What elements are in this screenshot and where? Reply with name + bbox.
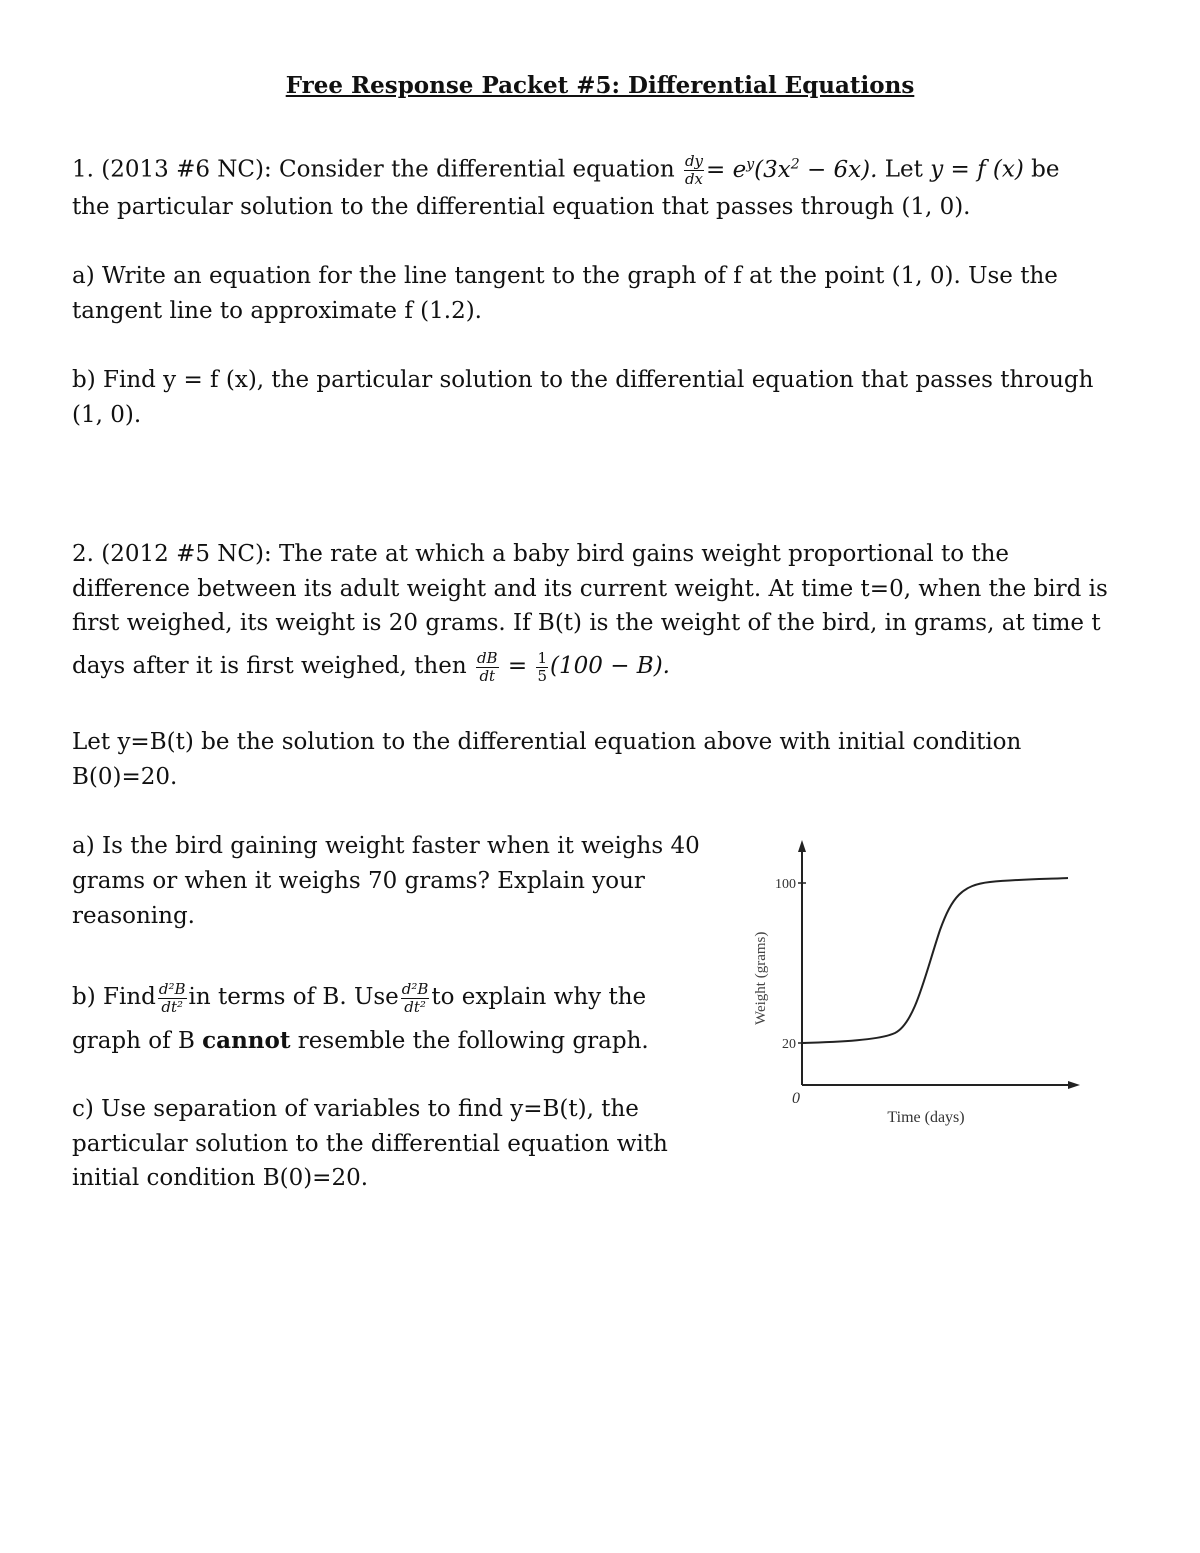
q2-let-line1: Let y=B(t) be the solution to the differential equation above with initial condition [72, 729, 1022, 755]
q1-line1: 1. (2013 #6 NC): Consider the differential equation $\frac{dy}{dx}$ = $e^y(3x^2 - 6x)$. Let y = f (x) be [72, 152, 1060, 189]
q2-line1: 2. (2012 #5 NC): The rate at which a baby bird gains weight proportional to the [72, 541, 1010, 567]
cannot-emphasis: cannot [202, 1027, 291, 1054]
q2-part-b-line2: graph of B cannot resemble the following graph. [72, 1027, 649, 1054]
q2-derivative: $\frac{dB}{dt}$ [476, 648, 498, 685]
q1-part-b-line2: (1, 0). [72, 402, 142, 428]
q2-line2: difference between its adult weight and its current weight. At time t=0, when the bird is [72, 576, 1108, 602]
q2-line4: days after it is first weighed, then $\frac{dB}{dt}$ = $\frac{1}{5}$ (100 − B). [72, 648, 670, 685]
y-axis-arrow [798, 840, 806, 852]
q2-part-c-line1: c) Use separation of variables to find y=B(t), the [72, 1096, 639, 1122]
q1-part-a-line2: tangent line to approximate f (1.2). [72, 298, 482, 324]
page-title: Free Response Packet #5: Differential Equations [285, 72, 915, 99]
tick-100-label: 100 [775, 877, 796, 892]
q1-derivative: $\frac{dy}{dx}$ [684, 152, 704, 189]
q2-second-derivative-1: $\frac{\text{d²B}}{\text{dt²}}$ [158, 979, 186, 1016]
q2-part-a-line2: grams or when it weighs 70 grams? Explain your [72, 868, 645, 894]
q2-line3: first weighed, its weight is 20 grams. If B(t) is the weight of the bird, in grams, at time t [72, 610, 1101, 636]
q2-part-a-line1: a) Is the bird gaining weight faster when it weighs 40 [72, 833, 700, 859]
q2-part-c-line3: initial condition B(0)=20. [72, 1165, 369, 1191]
q2-one-fifth: $\frac{1}{5}$ [537, 648, 548, 685]
q2-part-c-line2: particular solution to the differential equation with [72, 1131, 668, 1157]
q1-line2: the particular solution to the differential equation that passes through (1, 0). [72, 194, 971, 220]
x-axis-label: Time (days) [887, 1109, 965, 1126]
weight-graph [740, 835, 1090, 1145]
origin-label: 0 [792, 1090, 800, 1107]
tick-20-label: 20 [782, 1037, 796, 1052]
q1-part-b-line1: b) Find y = f (x), the particular solution to the differential equation that passes through [72, 367, 1094, 393]
q1-part-a-line1: a) Write an equation for the line tangent to the graph of f at the point (1, 0). Use the [72, 263, 1058, 289]
q2-second-derivative-2: $\frac{\text{d²B}}{\text{dt²}}$ [401, 979, 429, 1016]
y-axis-label: Weight (grams) [753, 931, 769, 1025]
q2-part-a-line3: reasoning. [72, 903, 195, 929]
graph-background [835, 835, 1080, 1140]
q1-intro: 1. (2013 #6 NC): Consider the differential equation [72, 156, 675, 183]
q1-yfx: y = f (x) [930, 156, 1024, 183]
q1-rhs: = $e^y(3x^2 - 6x)$. [706, 156, 878, 183]
q2-let-line2: B(0)=20. [72, 764, 178, 790]
q2-part-b-line1: b) Find $\frac{\text{d²B}}{\text{dt²}}$ in terms of B. Use $\frac{\text{d²B}}{\text{dt²}}$ to explain why the [72, 979, 647, 1016]
